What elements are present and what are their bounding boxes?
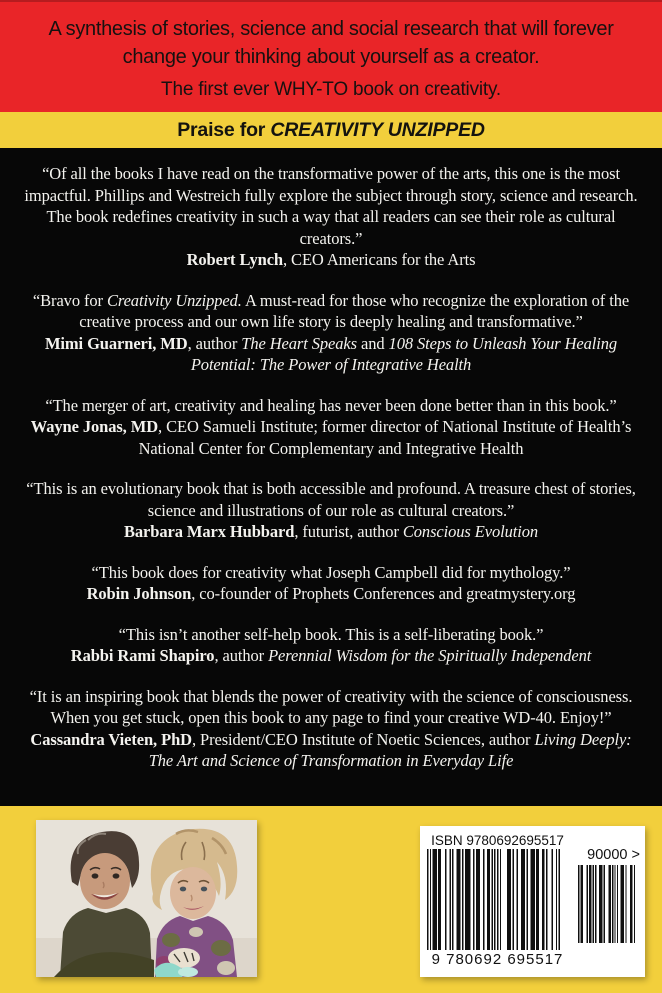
quote-segment: A must-read for those who recognize the exploration of the creative process and our own life story is deeply healing and transformative.” (79, 290, 630, 331)
praise-strip (0, 112, 662, 148)
isbn-label: ISBN 9780692695517 (431, 833, 564, 848)
quotes-section (0, 148, 662, 806)
quote-segment: “The merger of art, creativity and healing has never been done better than in this book.” (45, 395, 617, 415)
attribution-segment: , author (187, 333, 242, 353)
attribution-segment: Wayne Jonas, MD (30, 417, 159, 436)
attribution-segment: 108 Steps to Unleash Your Healing Potential: The Power of Integrative Health (190, 333, 618, 374)
quote-block (6, 290, 656, 376)
quote-text (20, 478, 642, 521)
subtagline: The first ever WHY-TO book on creativity. (161, 79, 501, 100)
attribution-segment: , CEO Samueli Institute; former director of National Institute of Health’s National Center for Complementary and Integrative Health (138, 417, 632, 458)
praise-prefix: Praise for (177, 119, 271, 141)
quote-block (6, 395, 656, 460)
quote-text (20, 163, 642, 249)
quote-block (6, 478, 656, 543)
attribution-segment: Robert Lynch (186, 250, 283, 269)
attribution-segment: The Heart Speaks (241, 333, 357, 353)
attribution-segment: Living Deeply: The Art and Science of Transformation in Everyday Life (148, 729, 632, 770)
quote-segment: “This book does for creativity what Joseph Campbell did for mythology.” (91, 562, 571, 582)
quote-block (6, 686, 656, 772)
quote-attribution (20, 521, 642, 543)
quote-block (6, 562, 656, 605)
attribution-segment: Barbara Marx Hubbard (123, 522, 295, 541)
quote-segment: “Of all the books I have read on the transformative power of the arts, this one is the most impactful. Phillips and Westreich fully explore the subject through story, science and research. The book redefines creativity in such a way that all readers can see their role as cultural creators.” (24, 164, 638, 248)
tagline: A synthesis of stories, science and social research that will forever change your thinking about yourself as a creator. (48, 18, 614, 68)
attribution-segment: Cassandra Vieten, PhD (30, 729, 192, 749)
authors-photo-illustration (36, 820, 257, 977)
quote-text (20, 562, 642, 584)
barcode-panel (420, 826, 645, 977)
attribution-segment: Mimi Guarneri, MD (44, 333, 188, 353)
quote-attribution (20, 333, 642, 376)
quote-attribution (20, 729, 642, 772)
quote-segment: “Bravo for (32, 290, 107, 310)
attribution-segment: , co-founder of Prophets Conferences and greatmystery.org (191, 584, 576, 603)
ean13-barcode-icon (427, 849, 560, 950)
authors-photo (36, 820, 257, 977)
quote-segment: “This isn’t another self-help book. This is a self-liberating book.” (118, 624, 544, 644)
attribution-segment: Robin Johnson (86, 584, 192, 603)
isbn-digits: 9 780692 695517 (431, 951, 564, 968)
quote-attribution (20, 416, 642, 459)
attribution-segment: Rabbi Rami Shapiro (70, 646, 215, 665)
quote-attribution (20, 645, 642, 667)
attribution-segment: Perennial Wisdom for the Spiritually Independent (268, 646, 592, 665)
bottom-strip (0, 806, 662, 993)
attribution-segment: , futurist, author (294, 522, 403, 541)
price-addon-block (577, 831, 641, 943)
ean5-addon-barcode-icon (577, 865, 635, 943)
quote-segment: “This is an evolutionary book that is both accessible and profound. A treasure chest of stories, science and illustrations of our role as cultural creators.” (26, 479, 636, 520)
quote-segment: Creativity Unzipped. (106, 290, 242, 310)
attribution-segment: , CEO Americans for the Arts (283, 250, 476, 269)
quote-text (20, 686, 642, 729)
top-banner (0, 0, 662, 112)
price-code-label: 90000 > (587, 847, 640, 863)
quote-attribution (20, 249, 642, 271)
quote-text (20, 290, 642, 333)
isbn-barcode-block (427, 831, 568, 968)
quote-text (20, 395, 642, 417)
attribution-segment: , author (214, 646, 269, 665)
quote-text (20, 624, 642, 646)
attribution-segment: , President/CEO Institute of Noetic Sciences, author (191, 729, 535, 749)
quote-block (6, 624, 656, 667)
quote-attribution (20, 583, 642, 605)
quote-segment: “It is an inspiring book that blends the power of creativity with the science of consciousness. When you get stuck, open this book to any page to find your creative WD-40. Enjoy!” (29, 686, 633, 727)
quote-block (6, 163, 656, 271)
praise-book-title: CREATIVITY UNZIPPED (270, 119, 485, 141)
attribution-segment: Conscious Evolution (402, 522, 539, 541)
attribution-segment: and (356, 333, 389, 353)
